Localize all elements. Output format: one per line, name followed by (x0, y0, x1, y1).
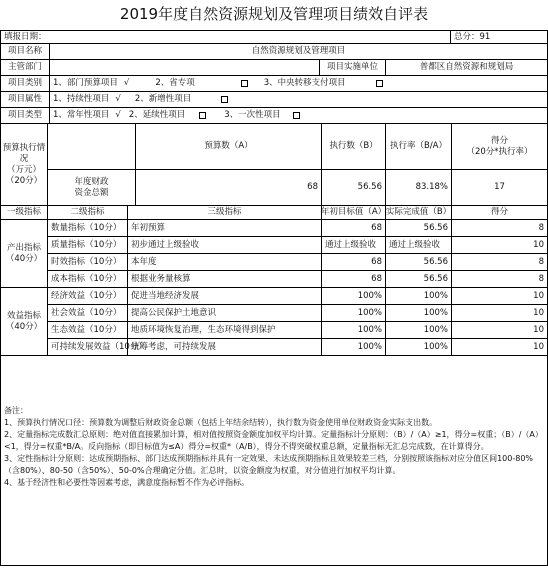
row-target: 100% (322, 322, 386, 339)
row-l3: 地质环境恢复治理，生态环境得到保护 (128, 322, 322, 339)
category-options (50, 76, 548, 92)
budget-label-line: （20分） (5, 175, 43, 186)
row-l2: 质量指标（10分） (48, 237, 128, 254)
dept-value (50, 60, 320, 76)
note-item: 4、基于经济性和必要性等因素考虑，满意度指标暂不作为必评指标。 (4, 478, 250, 487)
category-mark-1: √ (123, 78, 130, 88)
attribute-mark-1: √ (115, 94, 121, 104)
row-l3: 统筹考虑，可持续发展 (128, 339, 322, 356)
category-option-1[interactable]: 1、部门预算项目 (53, 78, 118, 88)
project-name-label: 项目名称 (0, 44, 50, 60)
score-header: 得分 (452, 206, 548, 220)
row-score: 10 (452, 322, 548, 339)
project-name-value: 自然资源规划及管理项目 (50, 44, 548, 60)
row-l3: 根据业务量核算 (128, 271, 322, 288)
note-item: 1、预算执行情况口径：预算数为调整后财政资金总额（包括上年结余结转），执行数为资金使用单位财政资金实际支出数。 (4, 418, 438, 427)
level1-header: 一级指标 (0, 206, 48, 220)
total-score: 总分：91 (450, 31, 540, 43)
row-score: 10 (452, 305, 548, 322)
row-actual: 100% (386, 288, 452, 305)
row-score: 8 (452, 220, 548, 237)
row-target: 68 (322, 220, 386, 237)
actual-header: 实际完成值（B） (386, 206, 452, 220)
budget-col-exec: 执行数（B） (322, 124, 386, 170)
row-target: 通过上级验收 (322, 237, 386, 254)
note-item: 2、定量指标完成数汇总原则：绝对值直接累加计算，相对值按照资金额度加权平均计算。定量指标计分原则：（B）/（A）≥1，得分=权重；（B）/（A）<1，得分=权重*B/A。反向指标（即目标值为≤A）得分=权重*（A/B），得分不得突破权重总额，定量指标无汇总完成数，在计算得分。 (4, 430, 543, 451)
row-score: 10 (452, 288, 548, 305)
budget-score-header-line: 得分 (490, 135, 508, 146)
type-options (50, 108, 548, 124)
page-title: 2019年度自然资源规划及管理项目绩效自评表 (119, 5, 429, 23)
budget-col-budget: 预算数（A） (136, 124, 322, 170)
row-l2: 生态效益（10分） (48, 322, 128, 339)
budget-value: 68 (136, 170, 322, 206)
type-option-2[interactable]: 2、延续性项目 (128, 110, 186, 120)
dept-label: 主管部门 (0, 60, 50, 76)
level3-header: 三级指标 (128, 206, 322, 220)
category-option-3[interactable]: 3、中央转移支付项目 (263, 78, 346, 88)
type-checkbox-3[interactable] (293, 112, 300, 119)
budget-row-label (48, 170, 136, 206)
budget-row-label-line: 年度财政 (74, 176, 109, 187)
type-mark-1: √ (115, 110, 121, 120)
row-score: 10 (452, 237, 548, 254)
row-l2: 时效指标（10分） (48, 254, 128, 271)
budget-score-header-line: （20分*执行率） (466, 146, 533, 157)
attribute-option-2[interactable]: 2、新增性项目 (134, 94, 192, 104)
budget-blank-cell (48, 124, 136, 170)
benefit-group-line: （40分） (5, 321, 43, 332)
output-group-line: 产出指标 (6, 242, 41, 253)
impl-value: 普都区自然资源和规划局 (386, 60, 548, 76)
row-score: 8 (452, 271, 548, 288)
row-actual: 56.56 (386, 220, 452, 237)
type-option-1[interactable]: 1、常年性项目 (53, 110, 110, 120)
row-actual: 56.56 (386, 271, 452, 288)
type-checkbox-2[interactable] (199, 112, 206, 119)
budget-col-score (452, 124, 548, 170)
row-l2: 可持续发展效益（10分） (48, 339, 128, 356)
row-actual: 100% (386, 322, 452, 339)
row-l3: 本年度 (128, 254, 322, 271)
attribute-options (50, 92, 548, 108)
benefit-group-line: 效益指标 (6, 310, 41, 321)
note-item: 3、定性指标计分原则：达成预期指标、部门达成预期指标并具有一定效果、未达成预期指标且效果较差三档，分别按照该指标对应分值区间100-80%（含80%）、80-50（含50%）、50-0%合理确定分值。汇总时，以资金额度为权重，对分值进行加权平均计算。 (4, 454, 534, 475)
row-target: 100% (322, 288, 386, 305)
attribute-checkbox-2[interactable] (221, 96, 228, 103)
impl-label: 项目实施单位 (320, 60, 386, 76)
target-header: 年初目标值（A） (322, 206, 386, 220)
row-target: 68 (322, 254, 386, 271)
category-checkbox-2[interactable] (241, 80, 248, 87)
row-l3: 提高公民保护土地意识 (128, 305, 322, 322)
category-checkbox-3[interactable] (376, 80, 383, 87)
type-label: 项目类型 (0, 108, 50, 124)
category-label: 项目类别 (0, 76, 50, 92)
budget-score-value: 17 (452, 170, 548, 206)
row-score: 8 (452, 254, 548, 271)
row-target: 100% (322, 305, 386, 322)
row-target: 68 (322, 271, 386, 288)
type-option-3[interactable]: 3、一次性项目 (224, 110, 281, 120)
row-actual: 56.56 (386, 254, 452, 271)
row-l2: 成本指标（10分） (48, 271, 128, 288)
row-actual: 100% (386, 339, 452, 356)
budget-label-line: 况 (19, 153, 29, 164)
level2-header: 二级指标 (48, 206, 128, 220)
notes-heading: 备注： (4, 406, 28, 415)
row-actual: 通过上级验收 (386, 237, 452, 254)
output-group-label (0, 220, 48, 288)
budget-col-rate: 执行率（B/A） (386, 124, 452, 170)
budget-label-line: 预算执行情 (2, 142, 46, 153)
row-target: 100% (322, 339, 386, 356)
exec-value: 56.56 (322, 170, 386, 206)
row-actual: 100% (386, 305, 452, 322)
row-score: 10 (452, 339, 548, 356)
row-l3: 年初预算 (128, 220, 322, 237)
category-option-2[interactable]: 2、省专项 (155, 78, 195, 88)
output-group-line: （40分） (5, 253, 43, 264)
benefit-group-label (0, 288, 48, 356)
row-l2: 数量指标（10分） (48, 220, 128, 237)
row-l3: 促进当地经济发展 (128, 288, 322, 305)
row-l2: 社会效益（10分） (48, 305, 128, 322)
budget-row-label-line: 资金总额 (74, 187, 109, 198)
budget-section-label (0, 124, 48, 206)
attribute-label: 项目属性 (0, 92, 50, 108)
attribute-option-1[interactable]: 1、持续性项目 (53, 94, 110, 104)
row-l3: 初步通过上级验收 (128, 237, 322, 254)
notes (4, 405, 544, 489)
budget-label-line: （万元） (6, 164, 41, 175)
fill-date-label: 填报日期： (4, 31, 47, 42)
row-l2: 经济效益（10分） (48, 288, 128, 305)
rate-value: 83.18% (386, 170, 452, 206)
